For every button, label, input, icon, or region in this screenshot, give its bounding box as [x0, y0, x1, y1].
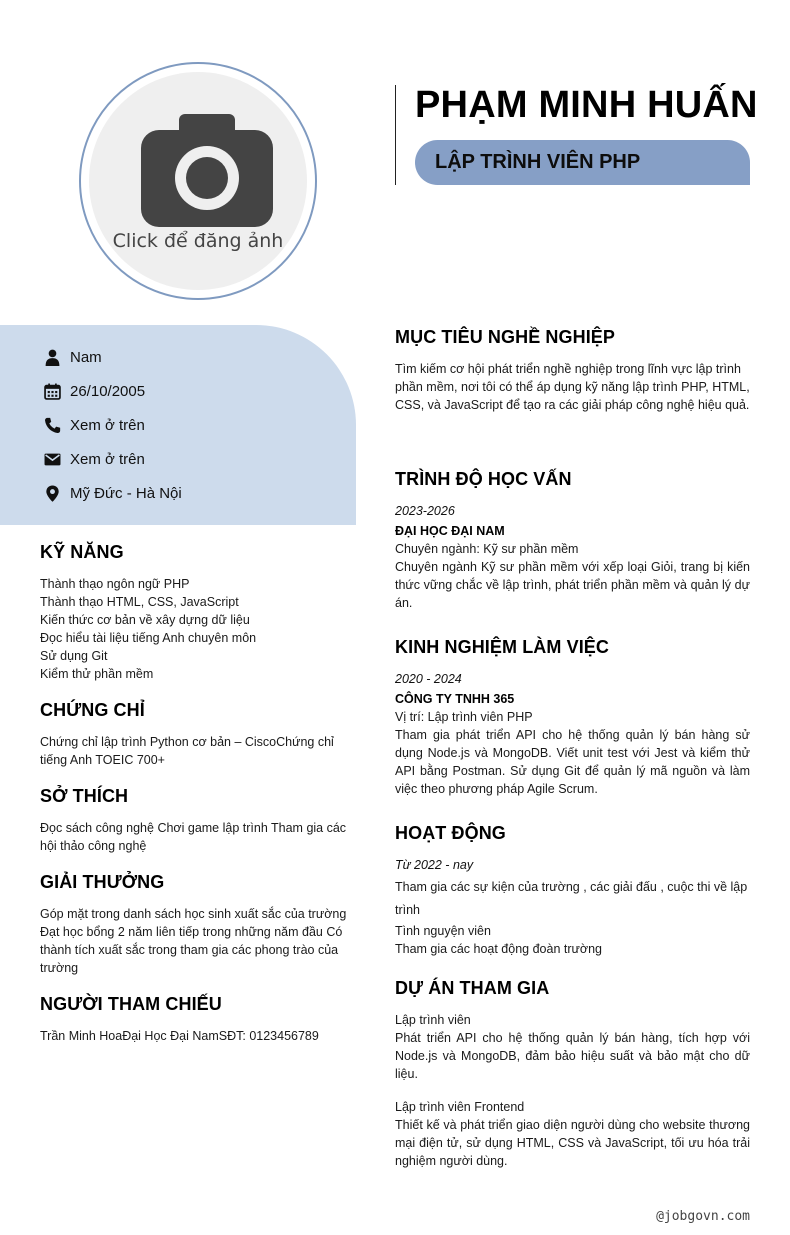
- skills-title: KỸ NĂNG: [40, 542, 124, 562]
- candidate-name: PHẠM MINH HUẤN: [415, 84, 758, 126]
- activity-item: Tham gia các sự kiện của trường , các giải đấu , cuộc thi về lập trình: [395, 880, 748, 917]
- project-role: Lập trình viên Frontend: [395, 1100, 525, 1114]
- awards-text: Góp mặt trong danh sách học sinh xuất sắc của trường Đạt học bổng 2 năm liên tiếp trong những năm đầu Có thành tích xuất sắc trong tham gia các phong trào của trường: [40, 907, 354, 975]
- email-icon: [44, 451, 61, 468]
- role-banner: [415, 140, 750, 185]
- contact-phone: [44, 414, 145, 436]
- projects-section: [395, 978, 750, 1170]
- skills-list: [40, 575, 356, 683]
- certificates-title: CHỨNG CHỈ: [40, 700, 145, 720]
- education-period: 2023-2026: [395, 504, 455, 518]
- calendar-icon: [44, 383, 61, 400]
- phone-icon: [44, 417, 61, 434]
- job-title: LẬP TRÌNH VIÊN PHP: [435, 151, 641, 173]
- education-title: TRÌNH ĐỘ HỌC VẤN: [395, 469, 572, 489]
- hobbies-text: Đọc sách công nghệ Chơi game lập trình Tham gia các hội thảo công nghệ: [40, 821, 347, 853]
- experience-section: [395, 637, 750, 798]
- objective-section: [395, 327, 750, 414]
- objective-text: Tìm kiếm cơ hội phát triển nghề nghiệp trong lĩnh vực lập trình phần mềm, nơi tôi có thể áp dụng kỹ năng lập trình PHP, HTML, CSS, và JavaScript để tạo ra các giải pháp công nghệ hiệu quả.: [395, 362, 750, 412]
- experience-period: 2020 - 2024: [395, 672, 462, 686]
- activity-item: Tình nguyện viên: [395, 924, 491, 938]
- experience-title: KINH NGHIỆM LÀM VIỆC: [395, 637, 610, 657]
- education-section: [395, 469, 750, 612]
- address-value: Mỹ Đức - Hà Nội: [70, 484, 182, 502]
- contact-address: [44, 482, 182, 504]
- hobbies-section: [40, 786, 356, 855]
- person-icon: [44, 349, 61, 366]
- birthday-value: 26/10/2005: [70, 382, 146, 400]
- activities-period: Từ 2022 - nay: [395, 858, 474, 872]
- contact-gender: [44, 346, 102, 368]
- header-divider: [395, 85, 396, 185]
- project-description: Thiết kế và phát triển giao diện người dùng cho website thương mại điện tử, sử dụng HTML, CSS và JavaScript, tối ưu hóa trải nghiệm người dùng.: [395, 1118, 750, 1168]
- projects-title: DỰ ÁN THAM GIA: [395, 978, 550, 998]
- profile-photo-frame: [79, 62, 317, 300]
- upload-photo-button[interactable]: [89, 72, 307, 290]
- company-name: CÔNG TY TNHH 365: [395, 692, 515, 706]
- upload-photo-caption: Click để đăng ảnh: [112, 230, 284, 252]
- education-description: Chuyên ngành Kỹ sư phần mềm với xếp loại Giỏi, trang bị kiến thức vững chắc về lập trình, phát triển phần mềm và quản lý dự án.: [395, 560, 750, 610]
- objective-title: MỤC TIÊU NGHỀ NGHIỆP: [395, 327, 616, 347]
- certificates-text: Chứng chỉ lập trình Python cơ bản – CiscoChứng chỉ tiếng Anh TOEIC 700+: [40, 735, 334, 767]
- email-value: Xem ở trên: [70, 450, 145, 468]
- list-item: Kiểm thử phần mềm: [40, 667, 154, 681]
- list-item: Thành thạo HTML, CSS, JavaScript: [40, 595, 239, 609]
- activities-section: [395, 823, 750, 958]
- gender-value: Nam: [70, 348, 102, 366]
- references-section: [40, 994, 356, 1045]
- project-description: Phát triển API cho hệ thống quản lý bán hàng, tích hợp với Node.js và MongoDB, đảm bảo hiệu suất và bảo mật cho dữ liệu.: [395, 1031, 750, 1081]
- activities-title: HOẠT ĐỘNG: [395, 823, 506, 843]
- contact-email: [44, 448, 145, 470]
- project-role: Lập trình viên: [395, 1013, 471, 1027]
- list-item: Đọc hiểu tài liệu tiếng Anh chuyên môn: [40, 631, 257, 645]
- education-major: Chuyên ngành: Kỹ sư phần mềm: [395, 542, 579, 556]
- skills-section: [40, 542, 356, 683]
- list-item: Thành thạo ngôn ngữ PHP: [40, 577, 190, 591]
- references-text: Trần Minh HoaĐại Học Đại NamSĐT: 0123456789: [40, 1029, 319, 1043]
- contact-birthday: [44, 380, 145, 402]
- location-pin-icon: [44, 485, 61, 502]
- awards-section: [40, 872, 356, 977]
- list-item: Kiến thức cơ bản về xây dựng dữ liệu: [40, 613, 250, 627]
- camera-icon: [141, 112, 273, 227]
- list-item: Sử dụng Git: [40, 649, 108, 663]
- experience-position: Vị trí: Lập trình viên PHP: [395, 710, 533, 724]
- phone-value: Xem ở trên: [70, 416, 145, 434]
- awards-title: GIẢI THƯỞNG: [40, 872, 165, 892]
- watermark: @jobgovn.com: [656, 1209, 750, 1224]
- hobbies-title: SỞ THÍCH: [40, 786, 129, 806]
- certificates-section: [40, 700, 356, 769]
- references-title: NGƯỜI THAM CHIẾU: [40, 994, 222, 1014]
- experience-description: Tham gia phát triển API cho hệ thống quản lý bán hàng sử dụng Node.js và MongoDB. Viết unit test với Jest và kiểm thử API bằng Postman. Sử dụng Git để quản lý mã nguồn và làm việc theo phương pháp Agile Scrum.: [395, 728, 750, 796]
- contact-panel: [0, 325, 356, 525]
- school-name: ĐẠI HỌC ĐẠI NAM: [395, 524, 505, 538]
- activity-item: Tham gia các hoạt động đoàn trường: [395, 942, 602, 956]
